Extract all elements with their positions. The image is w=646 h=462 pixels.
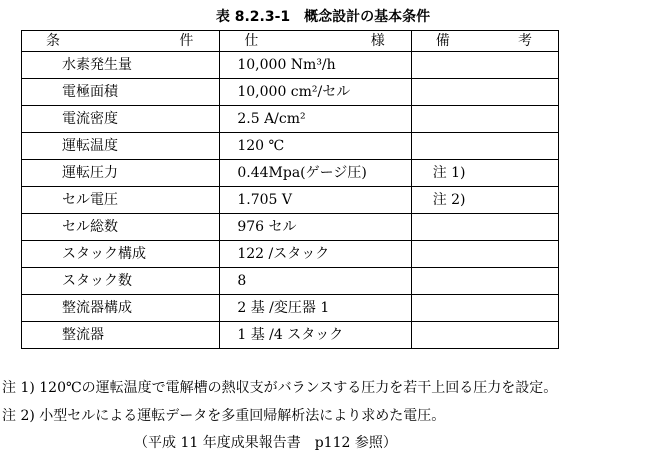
table-title: 表 8.2.3-1 概念設計の基本条件	[215, 9, 431, 25]
conditions-table	[21, 30, 559, 349]
note-cell	[411, 52, 558, 79]
table-row	[22, 295, 559, 322]
table-row	[22, 187, 559, 214]
note-cell	[411, 79, 558, 106]
note-cell: 注 2)	[411, 187, 558, 214]
note-cell: 注 1)	[411, 160, 558, 187]
spec-cell: 976 セル	[220, 214, 411, 241]
spec-cell: 122 /スタック	[220, 241, 411, 268]
table-row	[22, 268, 559, 295]
note-cell	[411, 241, 558, 268]
condition-cell: 電流密度	[22, 106, 220, 133]
table-row	[22, 241, 559, 268]
note-cell	[411, 106, 558, 133]
condition-cell: 運転温度	[22, 133, 220, 160]
table-row	[22, 133, 559, 160]
header-note	[411, 31, 558, 52]
spec-cell: 8	[220, 268, 411, 295]
note-cell	[411, 322, 558, 349]
footnote-2: 注 2) 小型セルによる運転データを多重回帰解析法により求めた電圧。	[2, 408, 446, 424]
header-condition	[22, 31, 220, 52]
condition-cell: 運転圧力	[22, 160, 220, 187]
table-row	[22, 106, 559, 133]
spec-cell: 1.705 V	[220, 187, 411, 214]
spec-cell: 10,000 cm²/セル	[220, 79, 411, 106]
condition-cell: 電極面積	[22, 79, 220, 106]
header-condition-char-1: 条	[46, 33, 60, 49]
table-row	[22, 322, 559, 349]
table-row	[22, 214, 559, 241]
note-cell	[411, 295, 558, 322]
condition-cell: スタック数	[22, 268, 220, 295]
header-spec	[220, 31, 411, 52]
source-reference: （平成 11 年度成果報告書 p112 参照）	[134, 435, 397, 451]
spec-cell: 2.5 A/cm²	[220, 106, 411, 133]
note-cell	[411, 214, 558, 241]
table-row	[22, 52, 559, 79]
spec-cell: 2 基 /変圧器 1	[220, 295, 411, 322]
spec-cell: 0.44Mpa(ゲージ圧)	[220, 160, 411, 187]
table-row	[22, 79, 559, 106]
header-note-char-1: 備	[435, 33, 450, 49]
condition-cell: セル総数	[22, 214, 220, 241]
condition-cell: 整流器構成	[22, 295, 220, 322]
header-spec-char-1: 仕	[244, 33, 259, 49]
condition-cell: セル電圧	[22, 187, 220, 214]
header-note-char-2: 考	[518, 33, 532, 49]
condition-cell: スタック構成	[22, 241, 220, 268]
condition-cell: 整流器	[22, 322, 220, 349]
header-condition-char-2: 件	[179, 33, 194, 49]
spec-cell: 120 ℃	[220, 133, 411, 160]
note-cell	[411, 268, 558, 295]
spec-cell: 1 基 /4 スタック	[220, 322, 411, 349]
footnote-1: 注 1) 120℃の運転温度で電解槽の熱収支がバランスする圧力を若干上回る圧力を設定。	[2, 380, 558, 396]
note-cell	[411, 133, 558, 160]
spec-cell: 10,000 Nm³/h	[220, 52, 411, 79]
header-spec-char-2: 様	[370, 33, 385, 49]
table-header-row	[22, 31, 559, 52]
table-row	[22, 160, 559, 187]
condition-cell: 水素発生量	[22, 52, 220, 79]
